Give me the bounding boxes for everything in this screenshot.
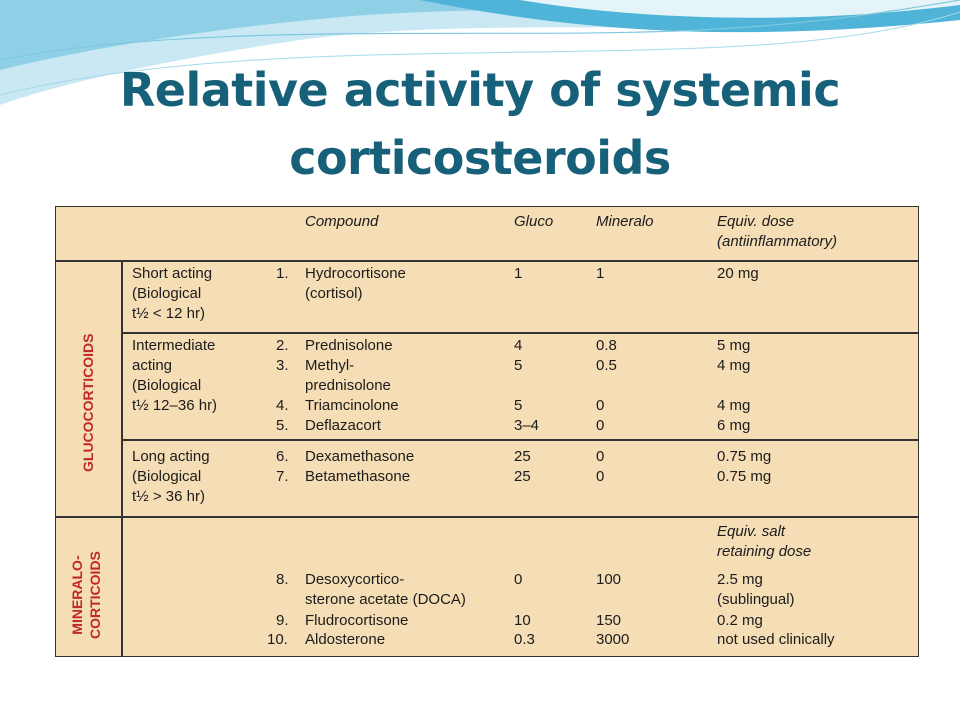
side-label-mineralo-line1: MINERALO- bbox=[69, 555, 85, 635]
compound-name: Deflazacort bbox=[305, 417, 381, 434]
gluco-value: 10 bbox=[514, 612, 531, 629]
compound-name: Methyl- prednisolone bbox=[305, 357, 391, 394]
gluco-mineralo-divider bbox=[56, 516, 918, 518]
compound-name: Triamcinolone bbox=[305, 397, 399, 414]
side-label-mineralo-line2: CORTICOIDS bbox=[87, 551, 103, 639]
title-line-1: Relative activity of systemic bbox=[119, 63, 841, 117]
side-label-glucocorticoids: GLUCOCORTICOIDS bbox=[80, 333, 96, 472]
group-long-acting: Long acting (Biological t½ > 36 hr) bbox=[132, 448, 210, 505]
gluco-value: 0.3 bbox=[514, 631, 535, 648]
intermediate-group-divider bbox=[122, 439, 918, 441]
group-short-acting: Short acting (Biological t½ < 12 hr) bbox=[132, 265, 213, 322]
dose-value: 6 mg bbox=[717, 417, 751, 434]
gluco-value: 3–4 bbox=[514, 417, 540, 434]
row-number: 9. bbox=[276, 612, 289, 629]
side-column-divider bbox=[121, 260, 123, 657]
header-mineralo: Mineralo bbox=[596, 213, 654, 230]
compound-name: Dexamethasone bbox=[305, 448, 415, 465]
header-equiv-dose: Equiv. dose bbox=[717, 213, 795, 230]
dose-value: 0.75 mg bbox=[717, 448, 772, 465]
header-equiv-dose-sub: (antiinflammatory) bbox=[717, 233, 838, 250]
header-gluco: Gluco bbox=[514, 213, 554, 230]
row-number: 7. bbox=[276, 468, 289, 485]
dose-value: 4 mg bbox=[717, 397, 751, 414]
row-number: 4. bbox=[276, 397, 289, 414]
dose-value: not used clinically bbox=[717, 631, 835, 648]
header-compound: Compound bbox=[305, 213, 379, 230]
row-number: 3. bbox=[276, 357, 289, 374]
gluco-value: 5 bbox=[514, 357, 523, 374]
header-equiv-salt-dose: Equiv. salt retaining dose bbox=[717, 523, 812, 560]
compound-name: Prednisolone bbox=[305, 337, 393, 354]
compound-name: Hydrocortisone (cortisol) bbox=[305, 265, 406, 302]
row-number: 10. bbox=[267, 631, 288, 648]
row-number: 1. bbox=[276, 265, 289, 282]
short-group-divider bbox=[122, 332, 918, 334]
mineralo-value: 0.5 bbox=[596, 357, 617, 374]
gluco-value: 25 bbox=[514, 448, 531, 465]
dose-value: 0.75 mg bbox=[717, 468, 772, 485]
row-number: 6. bbox=[276, 448, 289, 465]
mineralo-value: 0 bbox=[596, 397, 605, 414]
row-number: 8. bbox=[276, 571, 289, 588]
row-number: 5. bbox=[276, 417, 289, 434]
gluco-value: 5 bbox=[514, 397, 523, 414]
side-label-mineralocorticoids bbox=[68, 551, 104, 639]
dose-value: 20 mg bbox=[717, 265, 759, 282]
row-number: 2. bbox=[276, 337, 289, 354]
header-divider bbox=[56, 260, 918, 262]
mineralo-value: 0 bbox=[596, 468, 605, 485]
gluco-value: 0 bbox=[514, 571, 523, 588]
gluco-value: 1 bbox=[514, 265, 523, 282]
mineralo-value: 0 bbox=[596, 448, 605, 465]
mineralo-value: 100 bbox=[596, 571, 622, 588]
dose-value: 0.2 mg bbox=[717, 612, 763, 629]
gluco-value: 4 bbox=[514, 337, 523, 354]
compound-name: Desoxycortico- sterone acetate (DOCA) bbox=[305, 571, 466, 608]
mineralo-value: 0 bbox=[596, 417, 605, 434]
slide-title bbox=[0, 56, 960, 192]
gluco-value: 25 bbox=[514, 468, 531, 485]
compound-name: Betamethasone bbox=[305, 468, 411, 485]
compound-name: Fludrocortisone bbox=[305, 612, 409, 629]
dose-value: 2.5 mg (sublingual) bbox=[717, 571, 795, 608]
dose-value: 5 mg bbox=[717, 337, 751, 354]
group-intermediate-acting: Intermediate acting (Biological t½ 12–36 hr) bbox=[132, 337, 218, 414]
title-line-2: corticosteroids bbox=[289, 131, 671, 185]
mineralo-value: 1 bbox=[596, 265, 605, 282]
mineralo-value: 3000 bbox=[596, 631, 630, 648]
corticosteroid-table bbox=[55, 206, 919, 657]
compound-name: Aldosterone bbox=[305, 631, 386, 648]
dose-value: 4 mg bbox=[717, 357, 751, 374]
mineralo-value: 0.8 bbox=[596, 337, 617, 354]
mineralo-value: 150 bbox=[596, 612, 622, 629]
